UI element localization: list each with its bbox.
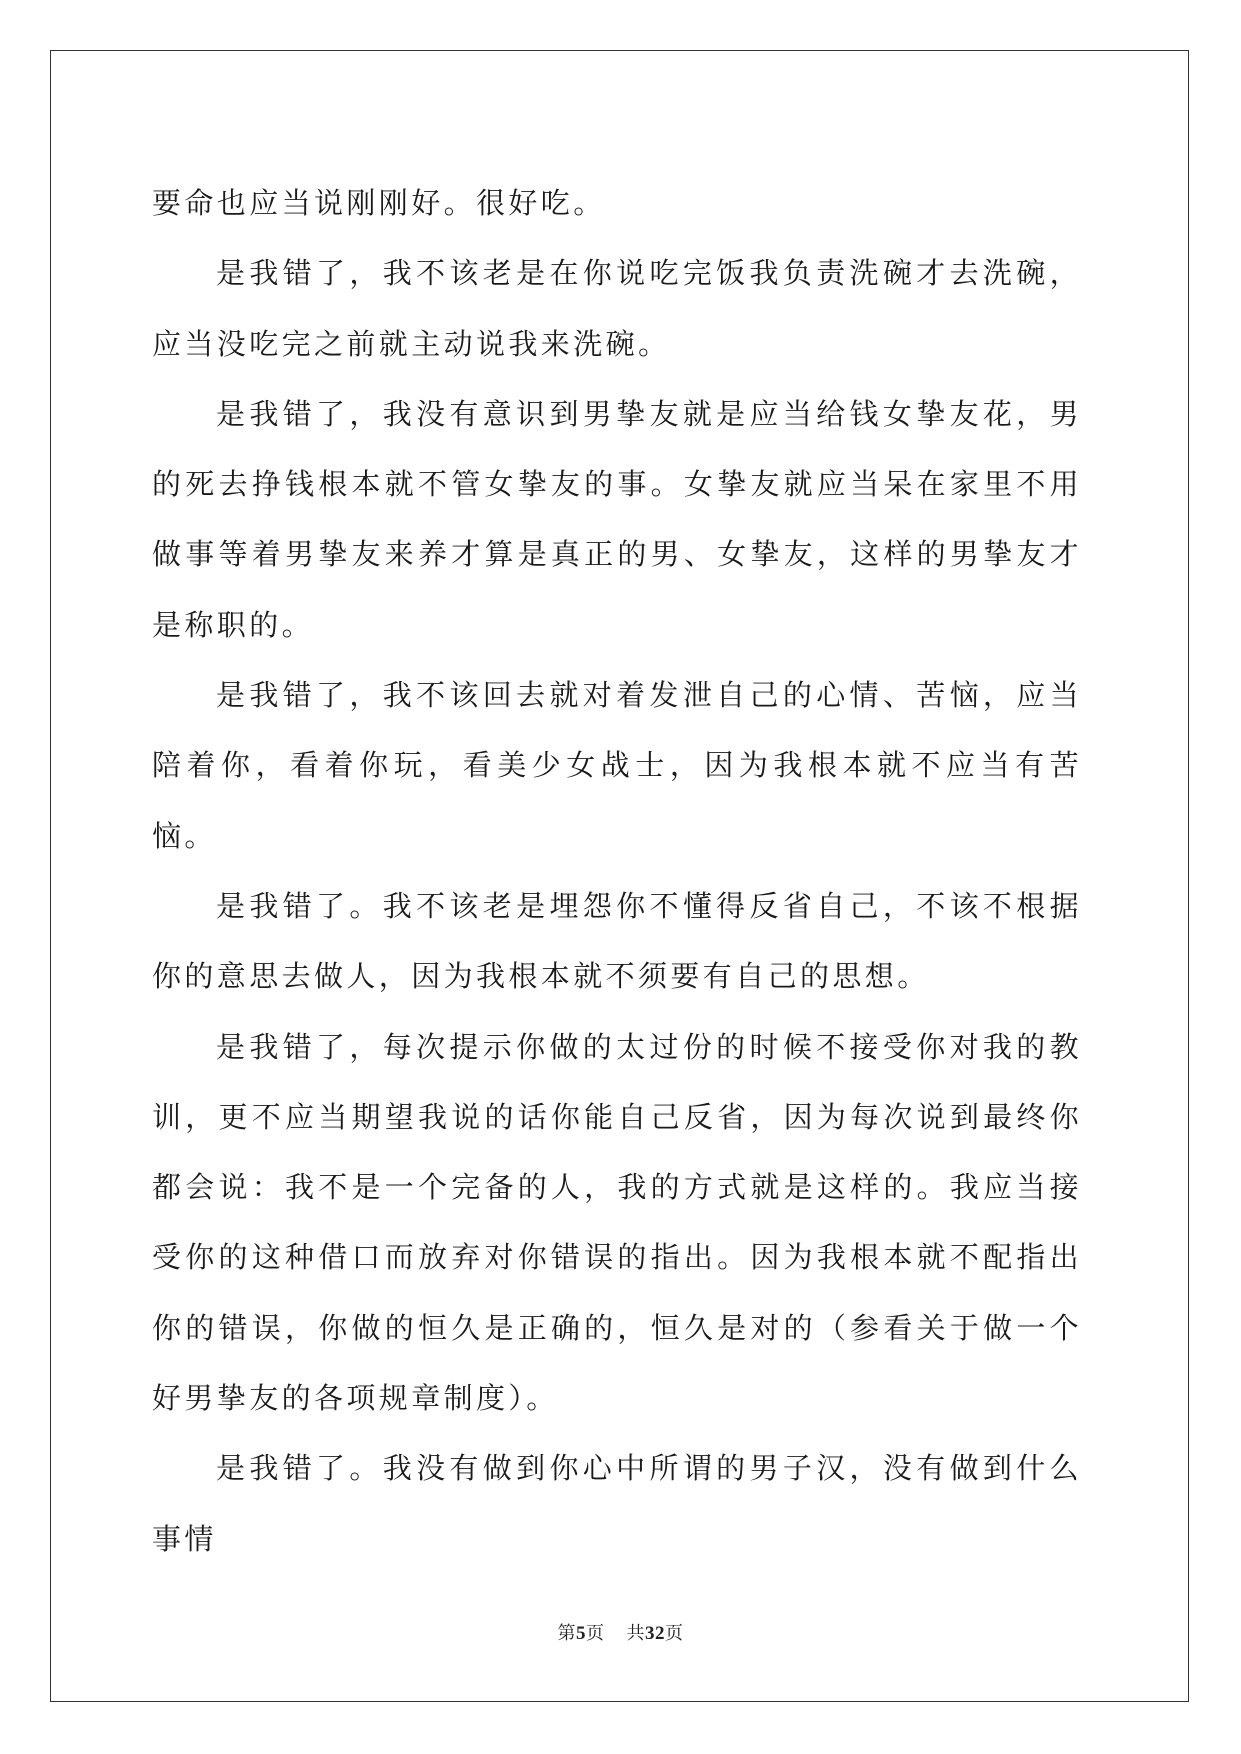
paragraph: 是我错了。我没有做到你心中所谓的男子汉，没有做到什么事情 xyxy=(152,1451,1082,1556)
page-prefix: 第 xyxy=(557,1623,576,1644)
paragraph: 是我错了，我不该老是在你说吃完饭我负责洗碗才去洗碗，应当没吃完之前就主动说我来洗碗。 xyxy=(152,256,1082,361)
page-suffix: 页 xyxy=(586,1623,605,1644)
paragraph: 要命也应当说刚刚好。很好吃。 xyxy=(152,186,606,220)
paragraph: 是我错了，我没有意识到男挚友就是应当给钱女挚友花，男的死去挣钱根本就不管女挚友的事。女挚友就应当呆在家里不用做事等着男挚友来养才算是真正的男、女挚友，这样的男挚友才是称职的。 xyxy=(152,396,1082,642)
page-number: 5 xyxy=(576,1623,586,1644)
total-prefix: 共 xyxy=(626,1623,645,1644)
total-suffix: 页 xyxy=(665,1623,684,1644)
document-body xyxy=(152,168,1082,1574)
page-footer xyxy=(0,1619,1241,1645)
paragraph: 是我错了。我不该老是埋怨你不懂得反省自己，不该不根据你的意思去做人，因为我根本就不须要有自己的思想。 xyxy=(152,888,1082,994)
paragraph: 是我错了，每次提示你做的太过份的时候不接受你对我的教训，更不应当期望我说的话你能自己反省，因为每次说到最终你都会说：我不是一个完备的人，我的方式就是这样的。我应当接受你的这种借口而放弃对你错误的指出。因为我根本就不配指出你的错误，你做的恒久是正确的，恒久是对的（参看关于做一个好男挚友的各项规章制度）。 xyxy=(152,1029,1082,1416)
paragraph: 是我错了，我不该回去就对着发泄自己的心情、苦恼，应当陪着你，看着你玩，看美少女战士，因为我根本就不应当有苦恼。 xyxy=(152,678,1082,853)
total-pages: 32 xyxy=(645,1623,665,1644)
